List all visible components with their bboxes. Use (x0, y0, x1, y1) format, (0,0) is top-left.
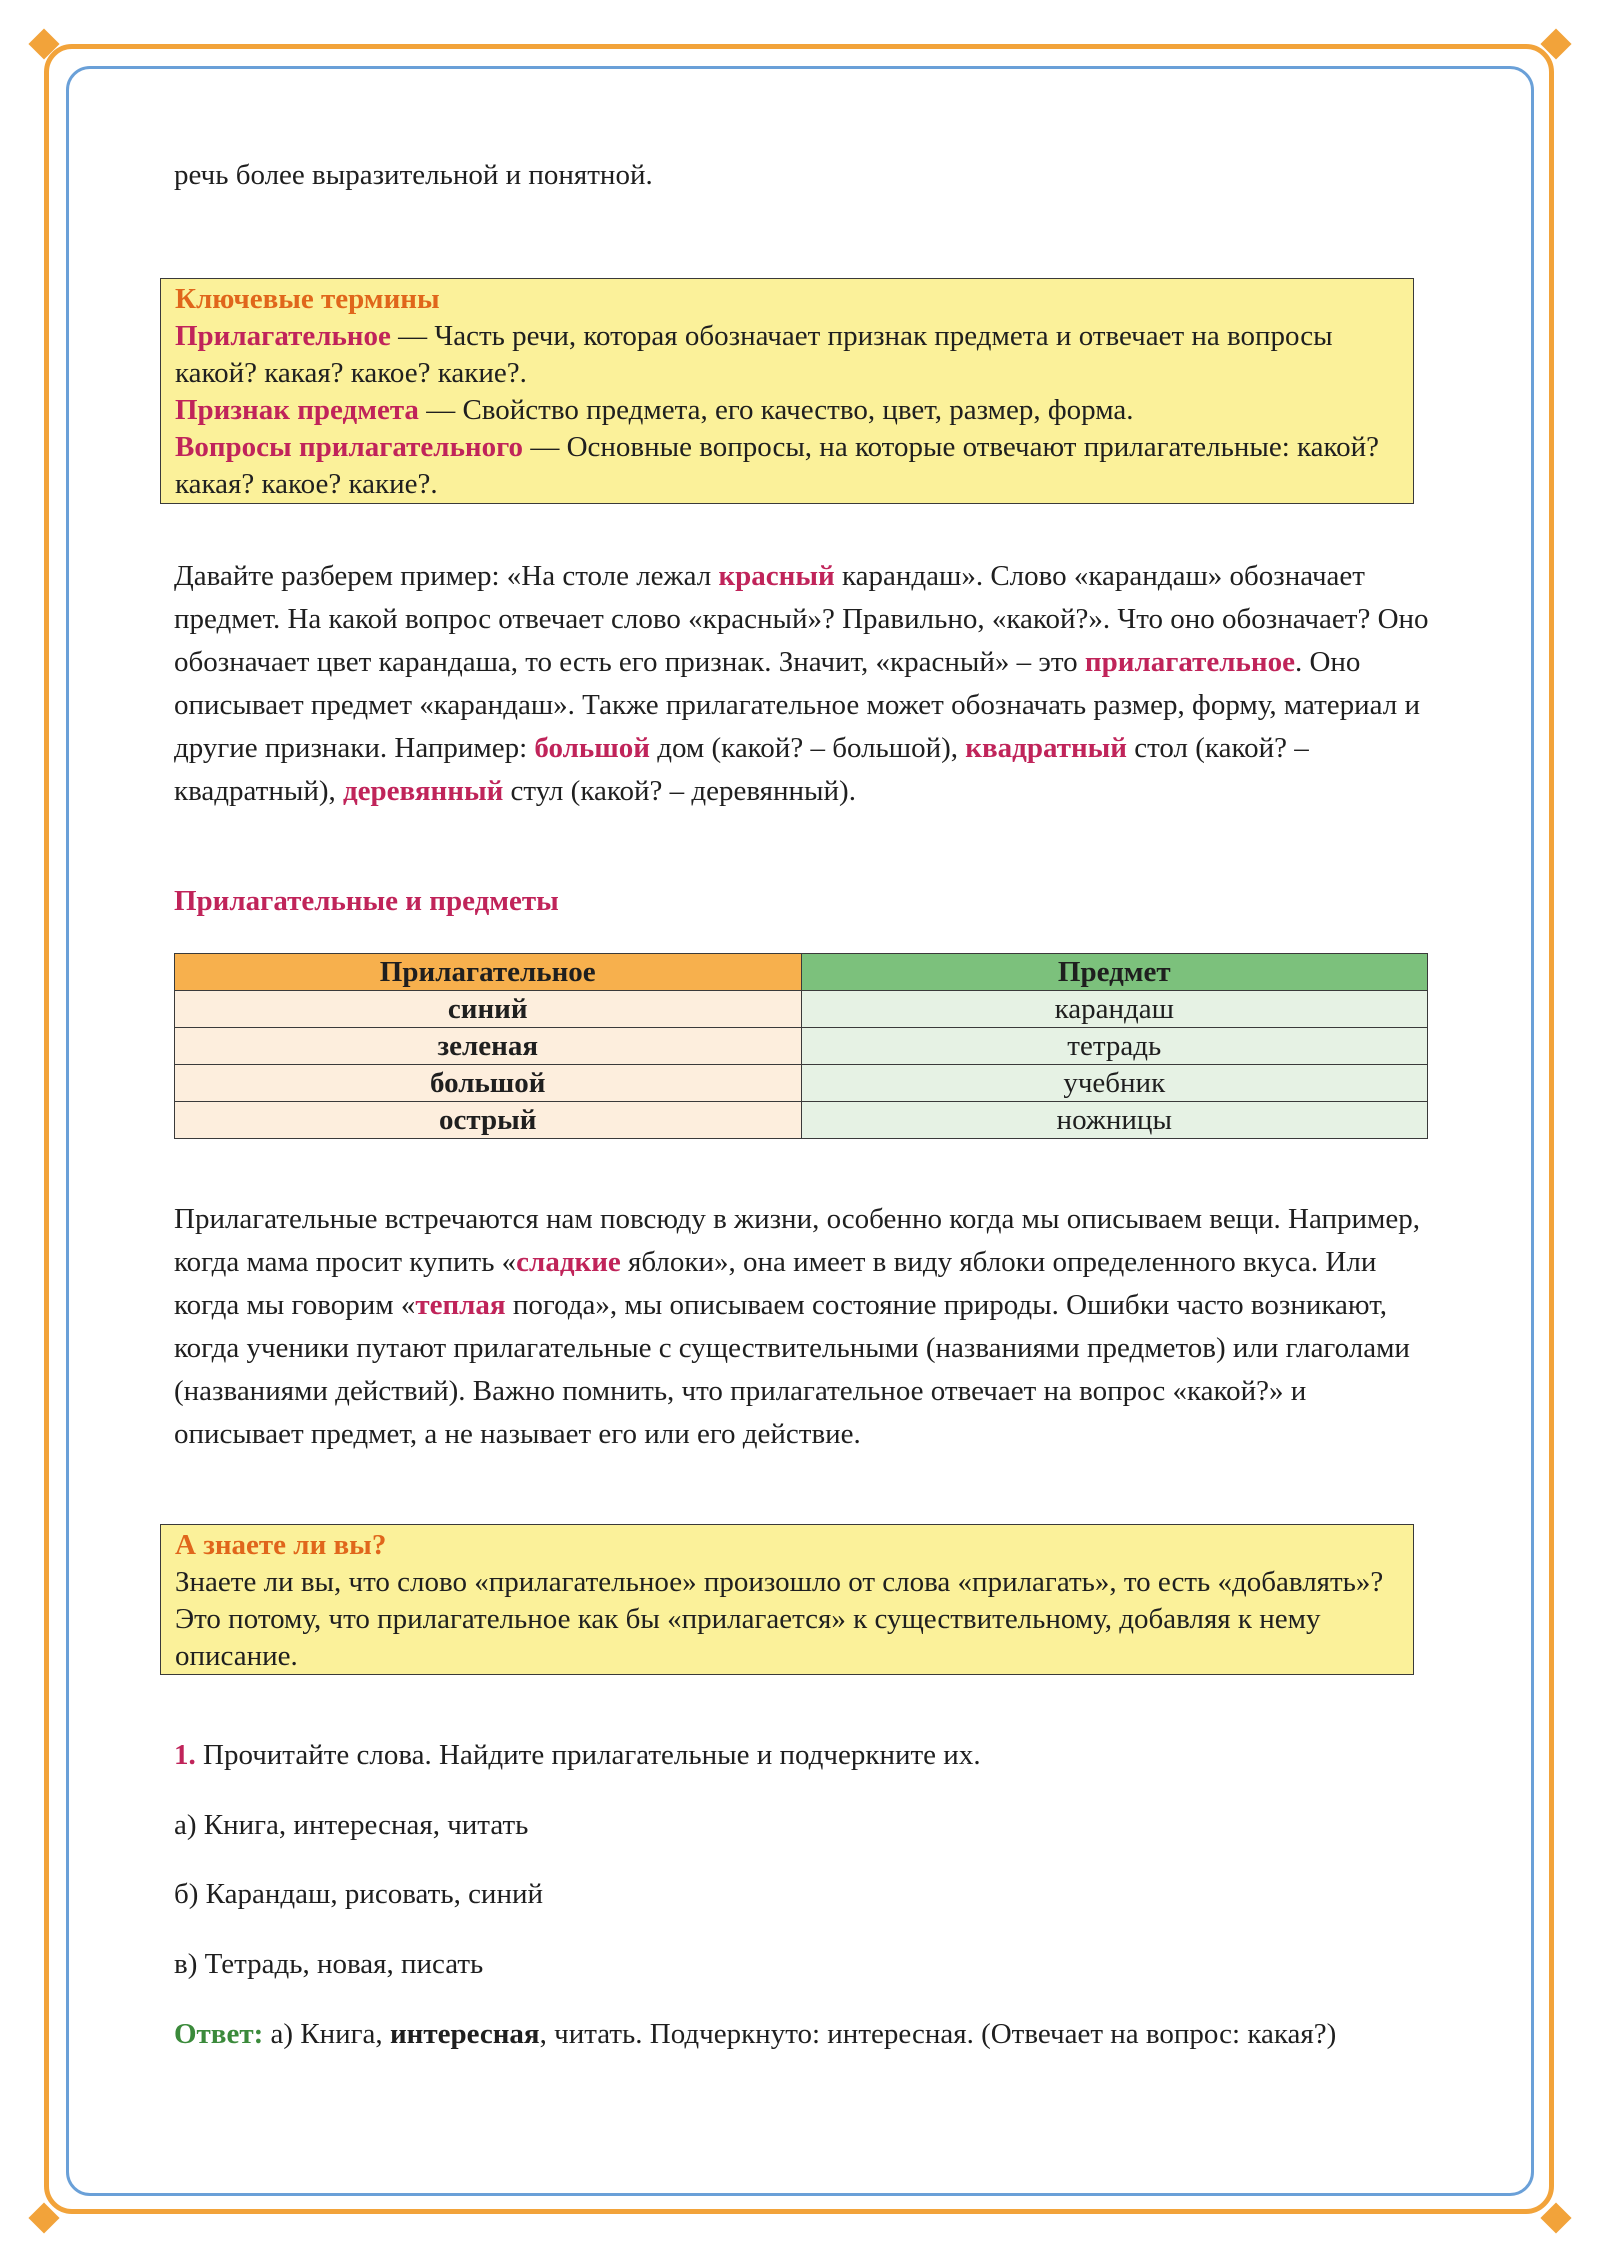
table-row (175, 1102, 1428, 1139)
did-you-know-box (160, 1524, 1414, 1675)
intro-tail: речь более выразительной и понятной. (174, 159, 653, 191)
table-cell: тетрадь (801, 1028, 1428, 1065)
key-term-item: Прилагательное — Часть речи, которая обозначает признак предмета и отвечает на вопросы какой? какая? какое? какие?. (175, 320, 1333, 389)
table-cell: зеленая (175, 1028, 802, 1065)
exercise-option: а) Книга, интересная, читать (174, 1809, 529, 1841)
table-cell: карандаш (801, 991, 1428, 1028)
table-header-cell: Прилагательное (175, 954, 802, 991)
table-cell: учебник (801, 1065, 1428, 1102)
example-paragraph: Давайте разберем пример: «На столе лежал красный карандаш». Слово «карандаш» обозначает предмет. На какой вопрос отвечает слово «красный»? Правильно, «какой?». Что оно обозначает? Оно обозначает цвет карандаша, то есть его признак. Значит, «красный» – это прилагательное. Оно описывает предмет «карандаш». Также прилагательное может обозначать размер, форму, материал и другие признаки. Например: большой дом (какой? – большой), квадратный стол (какой? – квадратный), деревянный стул (какой? – деревянный). (174, 560, 1429, 807)
table-row (175, 991, 1428, 1028)
exercise-answer: Ответ: а) Книга, интересная, читать. Подчеркнуто: интересная. (Отвечает на вопрос: какая?) (174, 2018, 1337, 2050)
table-header-row (175, 954, 1428, 991)
table-cell: большой (175, 1065, 802, 1102)
key-term-item: Признак предмета — Свойство предмета, его качество, цвет, размер, форма. (175, 394, 1134, 426)
did-you-know-text: Знаете ли вы, что слово «прилагательное» произошло от слова «прилагать», то есть «добавлять»? Это потому, что прилагательное как бы «прилагается» к существительному, добавляя к нему описание. (175, 1566, 1384, 1672)
table-cell: ножницы (801, 1102, 1428, 1139)
table-cell: острый (175, 1102, 802, 1139)
table-heading: Прилагательные и предметы (174, 885, 559, 917)
key-term-item: Вопросы прилагательного — Основные вопросы, на которые отвечают прилагательные: какой? какая? какое? какие?. (175, 431, 1380, 500)
table-header-cell: Предмет (801, 954, 1428, 991)
table-cell: синий (175, 991, 802, 1028)
exercise-task: 1. Прочитайте слова. Найдите прилагательные и подчеркните их. (174, 1739, 981, 1771)
corner-diamond-icon (1540, 2202, 1571, 2233)
adjectives-table (174, 953, 1428, 1139)
life-paragraph: Прилагательные встречаются нам повсюду в жизни, особенно когда мы описываем вещи. Например, когда мама просит купить «сладкие яблоки», она имеет в виду яблоки определенного вкуса. Или когда мы говорим «теплая погода», мы описываем состояние природы. Ошибки часто возникают, когда ученики путают прилагательные с существительными (названиями предметов) или глаголами (названиями действий). Важно помнить, что прилагательное отвечает на вопрос «какой?» и описывает предмет, а не называет его или его действие. (174, 1203, 1420, 1450)
table-row (175, 1065, 1428, 1102)
table-row (175, 1028, 1428, 1065)
exercise-option: б) Карандаш, рисовать, синий (174, 1878, 544, 1910)
did-you-know-title: А знаете ли вы? (175, 1529, 387, 1561)
key-terms-box (160, 278, 1414, 504)
exercise-option: в) Тетрадь, новая, писать (174, 1948, 484, 1980)
key-terms-title: Ключевые термины (175, 283, 440, 315)
